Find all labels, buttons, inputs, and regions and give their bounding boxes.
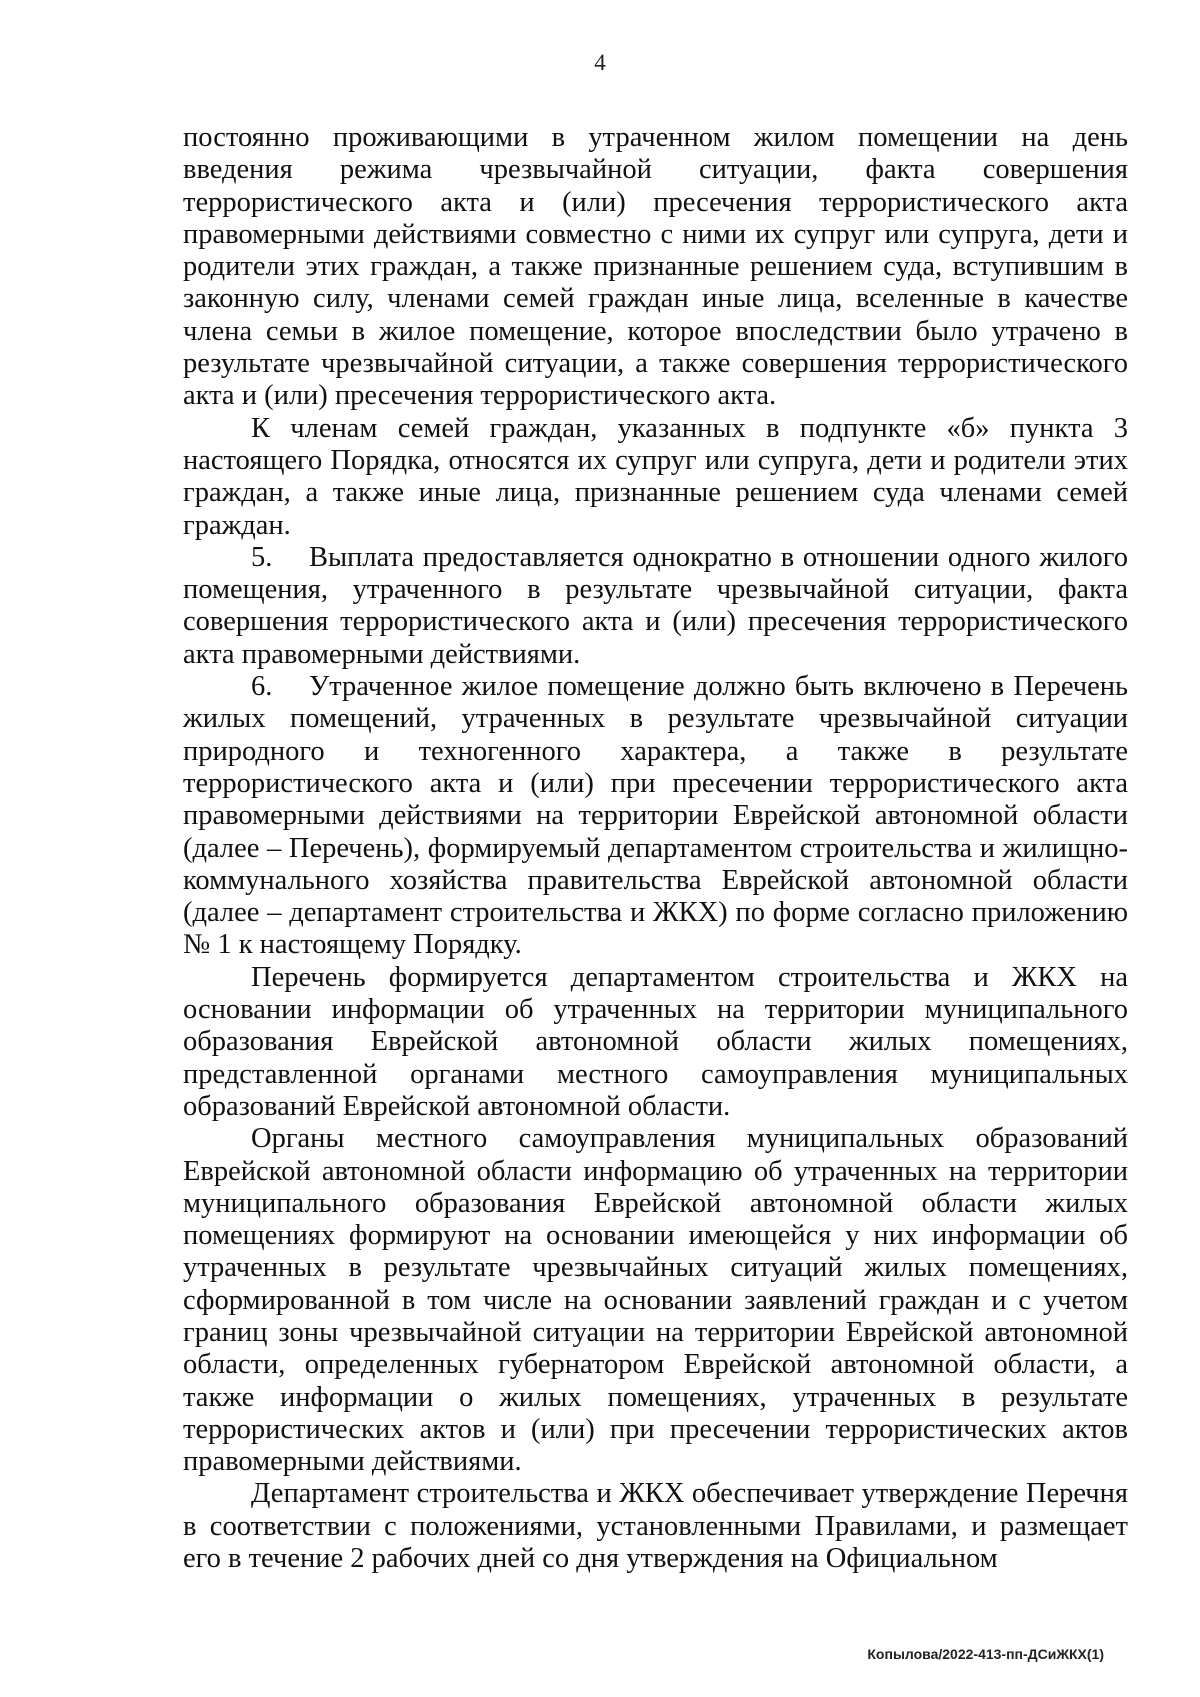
paragraph-item-5 <box>183 542 1128 671</box>
paragraph-family-members: К членам семей граждан, указанных в подпункте «б» пункта 3 настоящего Порядка, относятся их супруг или супруга, дети и родители этих граждан, а также иные лица, признанные решением суда членами семей граждан. <box>183 412 1128 541</box>
document-body <box>183 122 1128 1575</box>
paragraph-continuation: постоянно проживающими в утраченном жилом помещении на день введения режима чрезвычайной ситуации, факта совершения террористического акта и (или) пресечения террористического акта правомерными действиями совместно с ними их супруг или супруга, дети и родители этих граждан, а также признанные решением суда, вступившим в законную силу, членами семей граждан иные лица, вселенные в качестве члена семьи в жилое помещение, которое впоследствии было утрачено в результате чрезвычайной ситуации, а также совершения террористического акта и (или) пресечения террористического акта. <box>183 122 1128 412</box>
page-number: 4 <box>594 50 606 75</box>
item-text: Утраченное жилое помещение должно быть включено в Перечень жилых помещений, утраченных в результате чрезвычайной ситуации природного и техногенного характера, а также в результате террористического акта и (или) при пресечении террористического акта правомерными действиями на территории Еврейской автономной области (далее – Перечень), формируемый департаментом строительства и жилищно-коммунального хозяйства правительства Еврейской автономной области (далее – департамент строительства и ЖКХ) по форме согласно приложению № 1 к настоящему Порядку. <box>183 671 1128 961</box>
item-number: 6. <box>251 671 273 703</box>
paragraph-item-6 <box>183 671 1128 962</box>
item-number: 5. <box>251 541 273 573</box>
item-text: Выплата предоставляется однократно в отношении одного жилого помещения, утраченного в результате чрезвычайной ситуации, факта совершения террористического акта и (или) пресечения террористического акта правомерными действиями. <box>183 541 1128 670</box>
paragraph-department-approval: Департамент строительства и ЖКХ обеспечивает утверждение Перечня в соответствии с положениями, установленными Правилами, и размещает его в течение 2 рабочих дней со дня утверждения на Официальном <box>183 1478 1128 1575</box>
paragraph-list-formation: Перечень формируется департаментом строительства и ЖКХ на основании информации об утраченных на территории муниципального образования Еврейской автономной области жилых помещениях, представленной органами местного самоуправления муниципальных образований Еврейской автономной области. <box>183 961 1128 1122</box>
paragraph-local-authorities: Органы местного самоуправления муниципальных образований Еврейской автономной области информацию об утраченных на территории муниципального образования Еврейской автономной области жилых помещениях формируют на основании имеющейся у них информации об утраченных в результате чрезвычайных ситуаций жилых помещениях, сформированной в том числе на основании заявлений граждан и с учетом границ зоны чрезвычайной ситуации на территории Еврейской автономной области, определенных губернатором Еврейской автономной области, а также информации о жилых помещениях, утраченных в результате террористических актов и (или) при пресечении террористических актов правомерными действиями. <box>183 1123 1128 1478</box>
document-code: Копылова/2022-413-пп-ДСиЖКХ(1) <box>867 1646 1104 1662</box>
